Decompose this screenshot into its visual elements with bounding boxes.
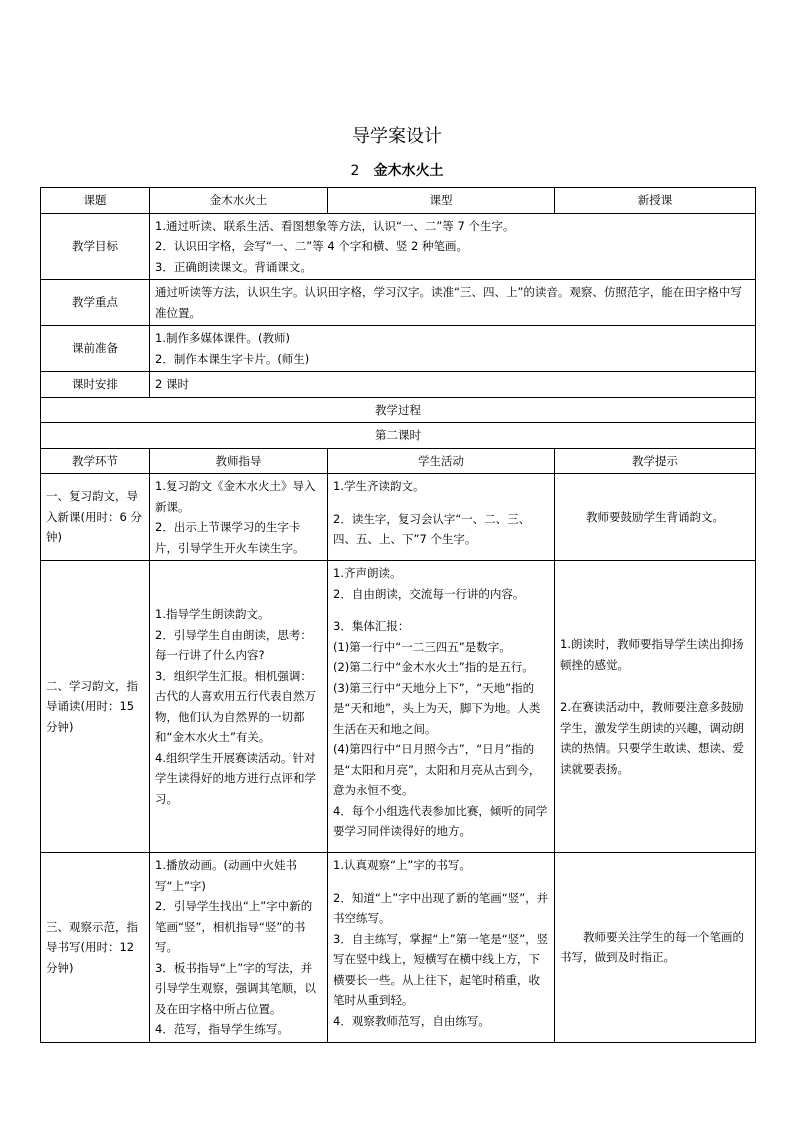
student-step: 1.学生齐读韵文。 [333, 479, 425, 493]
focus-label: 教学重点 [41, 280, 150, 326]
student-step: 4．观察教师范写，自由练写。 [333, 1013, 490, 1028]
schedule-label: 课时安排 [41, 372, 150, 398]
header-stage: 教学环节 [41, 448, 150, 474]
student-step: 3．集体汇报： [333, 619, 410, 633]
period-row [41, 423, 756, 449]
teacher-step: 2．引导学生找出“上”字中新的笔画“竖”，相机指导“竖”的书写。 [155, 899, 313, 954]
tip-item: 1.朗读时，教师要指导学生读出抑扬顿挫的感觉。 [560, 637, 744, 672]
prep-label: 课前准备 [41, 326, 150, 372]
lesson-number: 2 [350, 163, 360, 179]
teaching-tips [555, 853, 756, 1043]
schedule-value: 2 课时 [150, 372, 756, 398]
goal-item: 1.通过听读、联系生活、看图想象等方法，认识“一、二”等 7 个生字。 [155, 218, 515, 233]
student-step: 2．自由朗读，交流每一行讲的内容。 [333, 586, 525, 601]
stage-name: 三、观察示范，指导书写(用时：12 分钟) [41, 853, 150, 1043]
student-step: 2．读生字，复习会认字“一、二、三、四、五、上、下”7 个生字。 [333, 511, 531, 546]
teaching-tips [555, 474, 756, 561]
teacher-step: 2．引导学生自由朗读，思考：每一行讲了什么内容? [155, 627, 312, 662]
header-teacher: 教师指导 [150, 448, 328, 474]
student-step: 2．知道“上”字中出现了新的笔画“竖”，并书空练写。 [333, 890, 549, 925]
student-activity [328, 853, 555, 1043]
student-step: (1)第一行中“一二三四五”是数字。 [333, 639, 511, 654]
teacher-step: 3．组织学生汇报。相机强调：古代的人喜欢用五行代表自然万物，他们认为自然界的一切都和“金木水火土”有关。 [155, 668, 316, 744]
topic-row [41, 188, 756, 214]
goal-item: 3．正确朗读课文。背诵课文。 [155, 259, 312, 274]
header-student: 学生活动 [328, 448, 555, 474]
type-value: 新授课 [555, 188, 756, 214]
stage-row-reading [41, 561, 756, 853]
goal-item: 2．认识田字格，会写“一、二”等 4 个字和横、竖 2 种笔画。 [155, 239, 468, 253]
process-title: 教学过程 [41, 397, 756, 423]
student-step: (3)第三行中“天地分上下”，“天地”指的是“天和地”，头上为天，脚下为地。人类生活在天和地之间。 [333, 680, 541, 736]
teacher-step: 4.组织学生开展赛读活动。针对学生读得好的地方进行点评和学习。 [155, 750, 316, 806]
teacher-guidance [150, 561, 328, 853]
stage-name: 一、复习韵文，导入新课(用时：6 分钟) [41, 474, 150, 561]
teacher-step: 1.指导学生朗读韵文。 [155, 607, 270, 621]
teacher-step: 3．板书指导“上”字的写法，并引导学生观察，强调其笔顺，以及在田字格中所占位置。 [155, 960, 316, 1016]
prep-row [41, 326, 756, 372]
tip-item: 2.在赛读活动中，教师要注意多鼓励学生，激发学生朗读的兴趣，调动朗读的热情。只要学生敢读、想读、爱读就要表扬。 [560, 700, 744, 776]
student-step: (2)第二行中“金木水火土”指的是五行。 [333, 660, 534, 674]
process-title-row [41, 397, 756, 423]
topic-value: 金木水火土 [150, 188, 328, 214]
teacher-step: 1.复习韵文《金木水火土》导入新课。 [155, 479, 316, 514]
focus-row [41, 280, 756, 326]
teacher-step: 4．范写，指导学生练写。 [155, 1022, 289, 1036]
prep-content [150, 326, 756, 372]
teacher-step: 1.播放动画。(动画中火娃书写“上”字) [155, 858, 297, 893]
goals-label: 教学目标 [41, 213, 150, 280]
student-activity [328, 474, 555, 561]
document-title: 导学案设计 [352, 126, 442, 147]
goals-content [150, 213, 756, 280]
topic-label: 课题 [41, 188, 150, 214]
prep-item: 1.制作多媒体课件。(教师) [155, 331, 290, 345]
stage-row-writing [41, 853, 756, 1043]
process-header-row [41, 448, 756, 474]
header-tips: 教学提示 [555, 448, 756, 474]
type-label: 课型 [328, 188, 555, 214]
teacher-guidance [150, 853, 328, 1043]
student-step: 3．自主练写，掌握“上”第一笔是“竖”，竖写在竖中线上，短横写在横中线上方，下横要长一些。从上往下，起笔时稍重，收笔时从重到轻。 [333, 931, 549, 1007]
stage-name: 二、学习韵文，指导诵读(用时：15 分钟) [41, 561, 150, 853]
lesson-title: 金木水火土 [373, 163, 444, 179]
period-title: 第二课时 [41, 423, 756, 449]
student-activity [328, 561, 555, 853]
tip-item: 教师要鼓励学生背诵韵文。 [586, 509, 724, 524]
stage-row-review [41, 474, 756, 561]
student-step: (4)第四行中“日月照今古”，“日月”指的是“太阳和月亮”，太阳和月亮从古到今，意为永恒不变。 [333, 742, 541, 797]
lesson-plan-table [40, 187, 756, 1043]
lesson-heading [0, 160, 794, 180]
tip-item: 教师要关注学生的每一个笔画的书写，做到及时指正。 [560, 929, 744, 965]
prep-item: 2．制作本课生字卡片。(师生) [155, 351, 310, 366]
schedule-row [41, 372, 756, 398]
focus-content: 通过听读等方法，认识生字。认识田字格，学习汉字。读准“三、四、上”的读音。观察、仿照范字，能在田字格中写准位置。 [150, 280, 756, 326]
student-step: 4．每个小组选代表参加比赛，倾听的同学要学习同伴读得好的地方。 [333, 803, 548, 838]
teaching-tips [555, 561, 756, 853]
student-step: 1.齐声朗读。 [333, 566, 402, 580]
student-step: 1.认真观察“上”字的书写。 [333, 858, 471, 872]
goals-row [41, 213, 756, 280]
teacher-step: 2．出示上节课学习的生字卡片，引导学生开火车读生字。 [155, 520, 305, 555]
teacher-guidance [150, 474, 328, 561]
